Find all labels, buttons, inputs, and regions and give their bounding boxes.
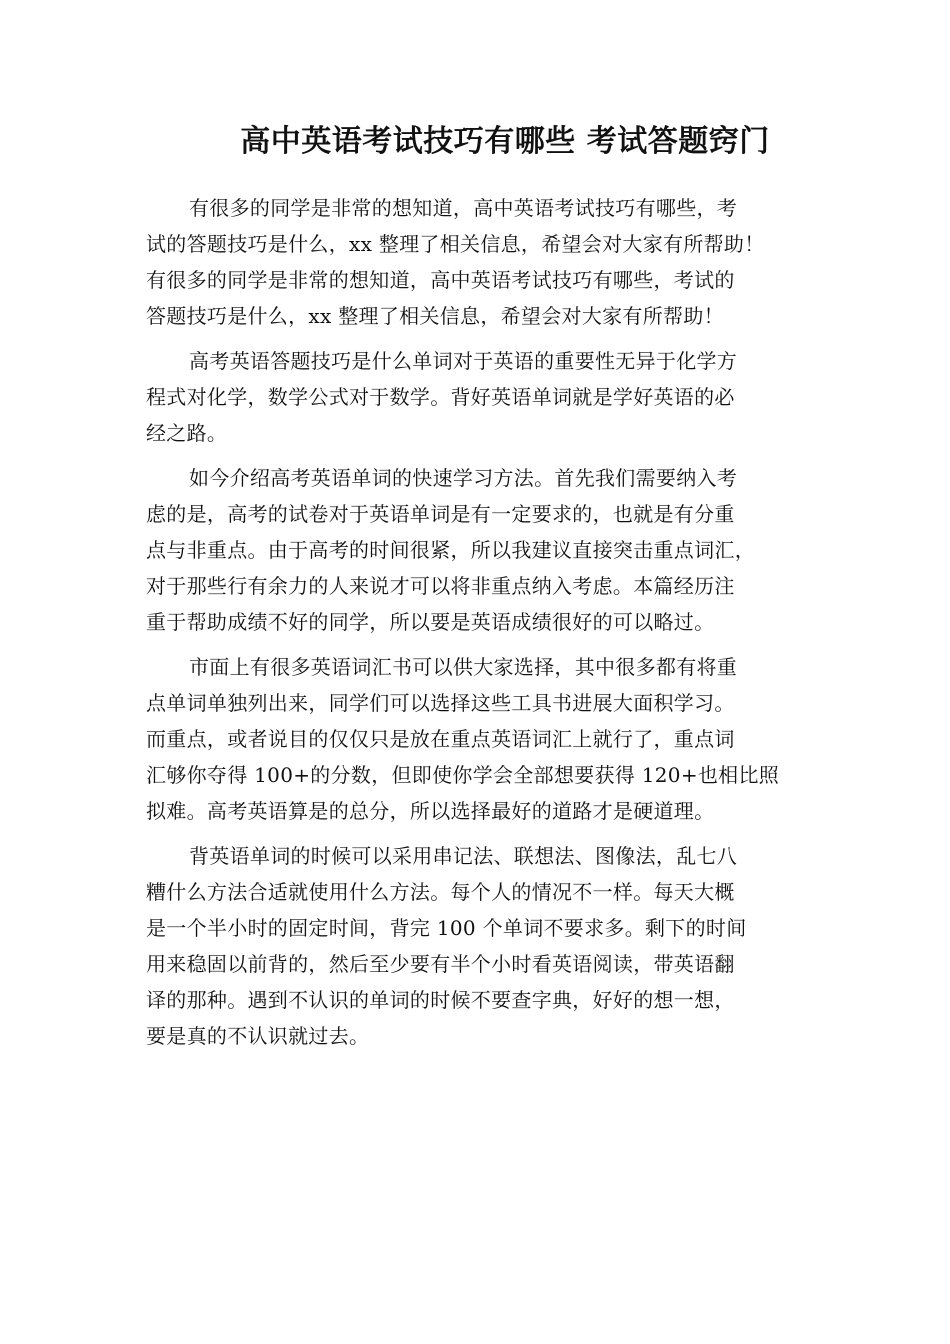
text-line: 程式对化学，数学公式对于数学。背好英语单词就是学好英语的必: [146, 385, 735, 409]
document-body: [146, 190, 816, 1063]
text-line: 糟什么方法合适就使用什么方法。每个人的情况不一样。每天大概: [146, 880, 735, 904]
text-line: 重于帮助成绩不好的同学，所以要是英语成绩很好的可以略过。: [146, 610, 715, 634]
text-line: 高考英语答题技巧是什么单词对于英语的重要性无异于化学方: [189, 349, 738, 373]
text-line: 经之路。: [146, 421, 228, 445]
text-line: 背英语单词的时候可以采用串记法、联想法、图像法，乱七八: [189, 844, 738, 868]
text-line: 汇够你夺得 100+的分数，但即使你学会全部想要获得 120+也相比照: [146, 763, 780, 787]
text-line: 要是真的不认识就过去。: [146, 1024, 370, 1048]
text-line: 答题技巧是什么，xx 整理了相关信息，希望会对大家有所帮助！: [146, 304, 724, 328]
text-line: 市面上有很多英语词汇书可以供大家选择，其中很多都有将重: [189, 655, 738, 679]
text-line: 是一个半小时的固定时间，背完 100 个单词不要求多。剩下的时间: [146, 916, 747, 940]
text-line: 用来稳固以前背的，然后至少要有半个小时看英语阅读，带英语翻: [146, 952, 735, 976]
text-line: 试的答题技巧是什么，xx 整理了相关信息，希望会对大家有所帮助！: [146, 232, 765, 256]
text-line: 译的那种。遇到不认识的单词的时候不要查字典，好好的想一想，: [146, 988, 735, 1012]
text-line: 对于那些行有余力的人来说才可以将非重点纳入考虑。本篇经历注: [146, 574, 735, 598]
paragraph-2: [146, 343, 816, 451]
text-line: 点单词单独列出来，同学们可以选择这些工具书进展大面积学习。: [146, 691, 735, 715]
text-line: 点与非重点。由于高考的时间很紧，所以我建议直接突击重点词汇，: [146, 538, 755, 562]
text-line: 有很多的同学是非常的想知道，高中英语考试技巧有哪些，考试的: [146, 268, 735, 292]
text-line: 而重点，或者说目的仅仅只是放在重点英语词汇上就行了，重点词: [146, 727, 735, 751]
paragraph-5: [146, 838, 816, 1054]
text-line: 有很多的同学是非常的想知道，高中英语考试技巧有哪些，考: [189, 196, 738, 220]
text-line: 拟难。高考英语算是的总分，所以选择最好的道路才是硬道理。: [146, 799, 715, 823]
text-line: 虑的是，高考的试卷对于英语单词是有一定要求的，也就是有分重: [146, 502, 735, 526]
document-title: 高中英语考试技巧有哪些 考试答题窍门: [240, 124, 770, 159]
text-line: 如今介绍高考英语单词的快速学习方法。首先我们需要纳入考: [189, 466, 738, 490]
paragraph-3: [146, 460, 816, 640]
paragraph-1: [146, 190, 816, 334]
paragraph-4: [146, 649, 816, 829]
